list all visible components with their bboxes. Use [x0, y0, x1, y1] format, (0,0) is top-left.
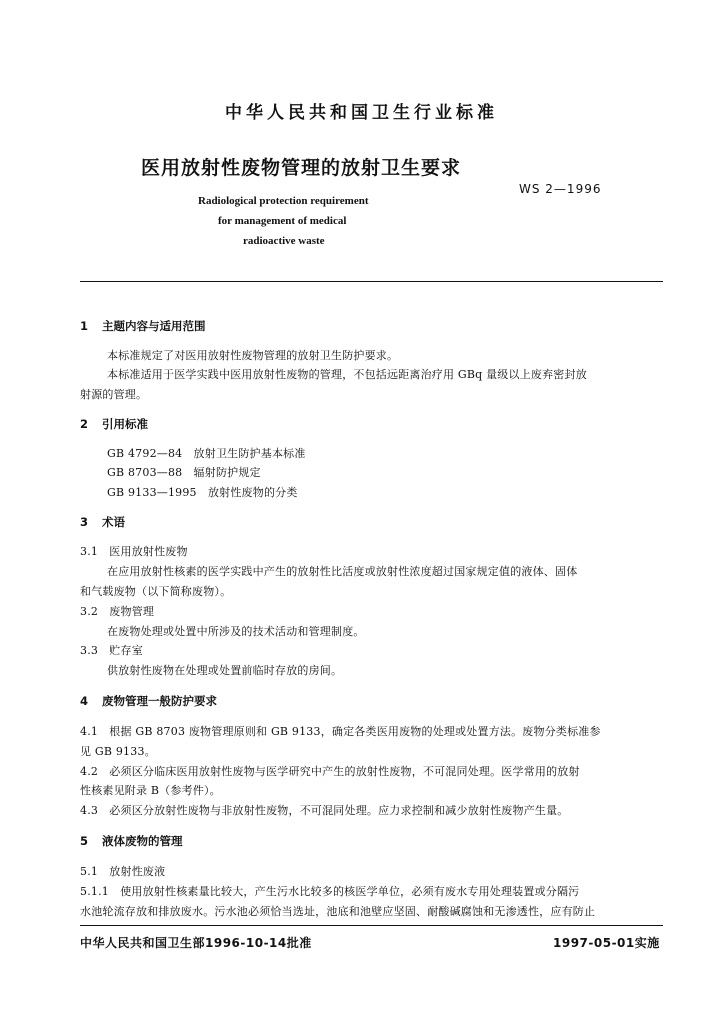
reference-item: GB 4792—84 放射卫生防护基本标准: [107, 447, 306, 460]
approval-statement: 中华人民共和国卫生部1996-10-14批准: [80, 936, 312, 950]
section-number: 3: [80, 515, 89, 529]
section-title: 术语: [102, 515, 125, 529]
section-title: 主题内容与适用范围: [102, 319, 206, 333]
paragraph-continuation: 射源的管理。: [80, 388, 148, 401]
subclause-heading: 5.1 放射性废液: [80, 865, 166, 878]
section-title: 废物管理一般防护要求: [102, 694, 217, 708]
section-title: 引用标准: [102, 417, 148, 431]
paragraph: 本标准规定了对医用放射性废物管理的放射卫生防护要求。: [107, 349, 399, 362]
section-3-heading: [80, 514, 125, 530]
clause-continuation: 水池轮流存放和排放废水。污水池必须恰当选址，池底和池壁应坚固、耐酸碱腐蚀和无渗透性，应有防止: [80, 905, 596, 918]
section-number: 4: [80, 694, 89, 708]
section-2-heading: [80, 416, 148, 432]
term-heading: 3.3 贮存室: [80, 644, 143, 657]
paragraph: 在废物处理或处置中所涉及的技术活动和管理制度。: [107, 625, 365, 638]
term-heading: 3.2 废物管理: [80, 605, 155, 618]
section-title: 液体废物的管理: [102, 834, 183, 848]
footer-divider: [80, 925, 663, 926]
clause: 4.1 根据 GB 8703 废物管理原则和 GB 9133，确定各类医用废物的处理或处置方法。废物分类标准参: [80, 725, 601, 738]
paragraph: 在应用放射性核素的医学实践中产生的放射性比活度或放射性浓度超过国家规定值的液体、固体: [107, 565, 578, 578]
paragraph: 本标准适用于医学实践中医用放射性废物的管理，不包括远距离治疗用 GBq 量级以上废弃密封放: [107, 368, 587, 381]
paragraph: 供放射性废物在处理或处置前临时存放的房间。: [107, 664, 343, 677]
section-5-heading: [80, 833, 183, 849]
section-number: 1: [80, 319, 89, 333]
title-english-line-1: Radiological protection requirement: [198, 195, 369, 207]
section-number: 5: [80, 834, 89, 848]
section-4-heading: [80, 693, 217, 709]
clause: 4.2 必须区分临床医用放射性废物与医学研究中产生的放射性废物，不可混同处理。医学常用的放射: [80, 765, 580, 778]
reference-item: GB 9133—1995 放射性废物的分类: [107, 486, 298, 499]
term-heading: 3.1 医用放射性废物: [80, 545, 188, 558]
standard-organization: 中华人民共和国卫生行业标准: [225, 103, 498, 123]
title-english-line-3: radioactive waste: [243, 235, 325, 247]
title-english-line-2: for management of medical: [218, 215, 347, 227]
paragraph-continuation: 和气载废物（以下简称废物）。: [80, 585, 232, 598]
clause-continuation: 性核素见附录 B（参考件）。: [80, 784, 221, 797]
standard-number: WS 2—1996: [519, 182, 602, 196]
implementation-date: 1997-05-01实施: [553, 936, 660, 950]
document-title-chinese: 医用放射性废物管理的放射卫生要求: [141, 157, 462, 179]
clause-continuation: 见 GB 9133。: [80, 745, 156, 758]
clause: 4.3 必须区分放射性废物与非放射性废物，不可混同处理。应力求控制和减少放射性废物产生量。: [80, 804, 569, 817]
section-number: 2: [80, 417, 89, 431]
header-divider: [80, 281, 663, 282]
clause: 5.1.1 使用放射性核素量比较大，产生污水比较多的核医学单位，必须有废水专用处理装置或分隔污: [80, 885, 580, 898]
reference-item: GB 8703—88 辐射防护规定: [107, 466, 261, 479]
section-1-heading: [80, 318, 206, 334]
